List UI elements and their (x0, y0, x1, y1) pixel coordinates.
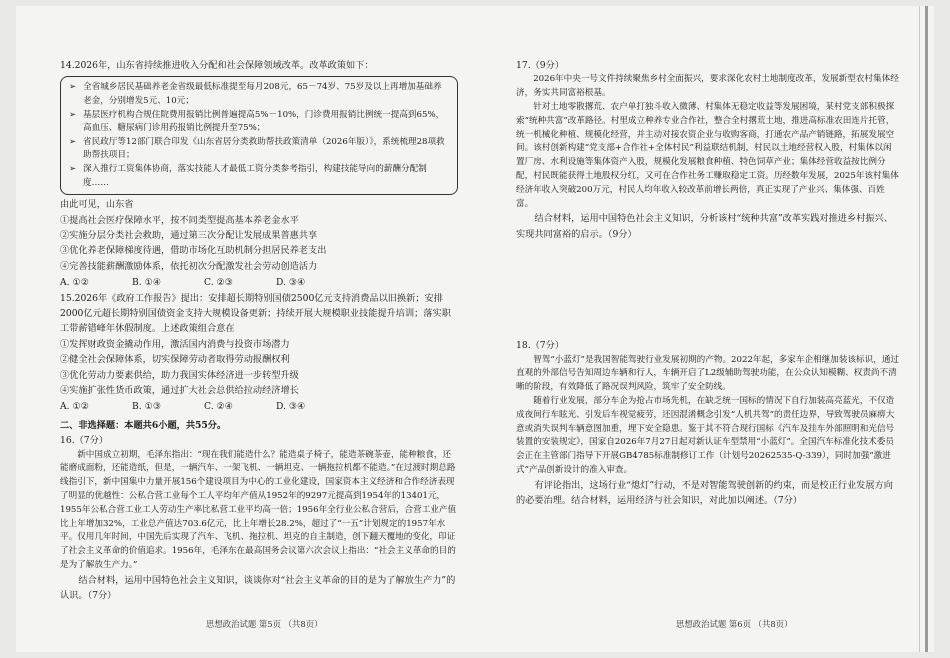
q18-task: 有评论指出，这场行业“熄灯”行动，不是对智能驾驶创新的约束，而是校正行业发展方向的必要治理。结合材料，运用经济与社会知识，对此加以阐述。（7分） (516, 479, 893, 507)
arrow-bullet-icon: ➢ (69, 109, 77, 120)
section-heading: 二、非选择题：本题共6小题，共55分。 (60, 419, 227, 431)
q14-options (60, 275, 458, 290)
q14-statement: ③优化养老保障梯度待遇，借助市场化互助机制分担居民养老支出 (60, 245, 327, 257)
option-b: B. ①④ (132, 277, 162, 289)
policy-item (69, 109, 449, 136)
option-c: C. ②③ (204, 277, 234, 289)
q18-paragraph: 智驾“小蓝灯”是我国智能驾驶行业发展初期的产物。2022年起，多家车企相继加装该标识，通过直观的外部信号告知周边车辆和行人，车辆开启了L2级辅助驾驶功能，在公众认知模糊、权责尚不清晰的阶段，有效降低了路况误判风险，筑牢了安全防线。 (516, 354, 900, 393)
arrow-bullet-icon: ➢ (69, 82, 77, 93)
q17-head: 17.（9分） (516, 60, 565, 71)
right-column (516, 58, 900, 509)
page-edge-shadow (925, 6, 928, 652)
left-column (60, 58, 458, 604)
q14-statement: ②实施分层分类社会救助，通过第三次分配让发展成果普惠共享 (60, 229, 318, 241)
arrow-bullet-icon: ➢ (69, 136, 77, 147)
page-footer-left: 思想政治试题 第5页 （共8页） (206, 619, 323, 629)
option-a: A. ①② (60, 401, 89, 413)
q15-statement: ②健全社会保障体系，切实保障劳动者取得劳动报酬权利 (60, 354, 290, 366)
q15-statement: ③优化劳动力要素供给，助力我国实体经济进一步转型升级 (60, 369, 299, 381)
answer-space (516, 242, 900, 338)
q14-stem: 14.2026年，山东省持续推进收入分配和社会保障领域改革。改革政策如下： (60, 60, 374, 71)
q16-head: 16.（7分） (60, 435, 109, 447)
policy-item (69, 81, 449, 108)
page-footer-right: 思想政治试题 第6页 （共8页） (676, 619, 793, 629)
option-d: D. ③④ (276, 401, 306, 413)
q14-policy-box (60, 76, 458, 195)
option-d: D. ③④ (276, 277, 306, 289)
page-edge-line (919, 6, 920, 652)
exam-sheet (16, 6, 934, 652)
q17-paragraph: 针对土地零散撂荒、农户单打独斗收入微薄、村集体无稳定收益等发展困境，某村党支部积极探索“统种共富”改革路径。村里成立种养专业合作社，整合全村撂荒土地，推进高标准农田连片托管，统一机械化种植、规模化经营，并主动对接农资企业与收购客商，打通农产品产销链路，拓展发展空间。该村创新构建“党支部+合作社+全体村民”利益联结机制，村民以土地经营权入股，村集体以闲置厂房、水利设施等集体资产入股，规模化发展粮食种植、特色饲草产业；集体经营收益按比例分配，村民既能获得土地股权分红，又可在合作社务工赚取稳定工资。历经数年发展，2025年该村集体经济年收入突破200万元，村民人均年收入较改革前增长两倍，真正实现了产业兴、集体强、百姓富。 (516, 102, 899, 209)
q15-statement: ④实施扩张性货币政策，通过扩大社会总供给拉动经济增长 (60, 385, 299, 397)
q18-paragraph: 随着行业发展，部分车企为抢占市场先机，在缺乏统一国标的情况下自行加装高亮蓝光，不仅造成夜间行车眩光、引发后车视觉疲劳，还因混淆概念引发“人机共驾”的责任边界，导致驾驶员麻痹大意或消失误判车辆意图加重，埋下安全隐患。鉴于其不符合现行国标《汽车及挂车外部照明和光信号装置的安装规定》，国家自2026年7月27日起对新认证车型禁用“小蓝灯”。全国汽车标准化技术委员会正在主管部门指导下开展GB4785标准制修订工作（计划号20262535-Q-339），同时加强“激进式”产品创新设计的准入审查。 (516, 395, 895, 475)
q17-task: 结合材料，运用中国特色社会主义知识，分析该村“统种共富”改革实践对推进乡村振兴、实现共同富裕的启示。（9分） (516, 213, 893, 240)
arrow-bullet-icon: ➢ (69, 163, 77, 174)
q15-options (60, 399, 458, 414)
q14-lead: 由此可见，山东省 (60, 199, 134, 211)
q15-statement: ①发挥财政资金撬动作用，激活国内消费与投资市场潜力 (60, 338, 290, 350)
policy-text: 省民政厅等12部门联合印发《山东省居分类救助帮扶政策清单（2026年版）》，系统梳理28项救助帮扶项目； (83, 136, 445, 161)
policy-item (69, 163, 449, 190)
option-b: B. ①③ (132, 401, 162, 413)
policy-text: 基层医疗机构合规住院费用报销比例普遍提高5%－10%，门诊费用报销比例统一提高到65%，高血压、糖尿病门诊用药报销比例提升至75%； (83, 109, 445, 134)
q14-statement: ④完善技能薪酬激励体系，依托初次分配激发社会劳动创造活力 (60, 260, 318, 272)
q16-material: 新中国成立初期，毛泽东指出：“现在我们能造什么？能造桌子椅子，能造茶碗茶壶，能种粮食，还能磨成面粉，还能造纸，但是，一辆汽车、一架飞机、一辆坦克、一辆拖拉机都不能造。”在过渡时期总路线指引下，新中国集中力量开展156个建设项目为中心的工业化建设，国家资本主义经济和合作经济表现了明显的优越性：公私合营工业每个工人平均年产值从1952年的9297元提高到1954年的13401元，1955年公私合营工业工人劳动生产率比私营工业平均高一倍；1956年全行业公私合营后，合营工业产值比上年增加32%，工业总产值达703.6亿元，比上年增长28.2%，超过了“一五”计划规定的1957年水平。仅用几年时间，中国先后实现了汽车、飞机、拖拉机、坦克的自主制造，创下翻天覆地的变化，印证了社会主义革命的价值追求。1956年，毛泽东在最高国务会议第六次会议上指出：“社会主义革命的目的是为了解放生产力。” (60, 449, 457, 571)
q18-head: 18.（7分） (516, 340, 565, 352)
q14-statement: ①提高社会医疗保障水平，按不同类型提高基本养老金水平 (60, 214, 299, 226)
policy-text: 深入推行工资集体协商，落实技能人才最低工资分类参考指引，构建技能导向的薪酬分配制度…… (83, 163, 427, 188)
policy-item (69, 136, 449, 163)
option-c: C. ②④ (204, 401, 234, 413)
policy-text: 全省城乡居民基础养老金省级最低标准提至每月208元，65－74岁、75岁及以上再增加基础养老金，分别增发5元、10元； (83, 82, 442, 106)
q17-paragraph: 2026年中央一号文件持续聚焦乡村全面振兴，要求深化农村土地制度改革，发展新型农村集体经济，务实共同富裕根基。 (516, 74, 899, 99)
option-a: A. ①② (60, 277, 89, 289)
q16-task: 结合材料，运用中国特色社会主义知识，谈谈你对“社会主义革命的目的是为了解放生产力”的认识。（7分） (60, 574, 456, 602)
q15-stem: 15.2026年《政府工作报告》提出：安排超长期特别国债2500亿元支持消费品以旧换新；安排2000亿元超长期特别国债资金支持大规模设备更新；持续开展大规模职业技能提升培训；落实职工带薪错峰年休假制度。上述政策组合意在 (60, 292, 451, 335)
